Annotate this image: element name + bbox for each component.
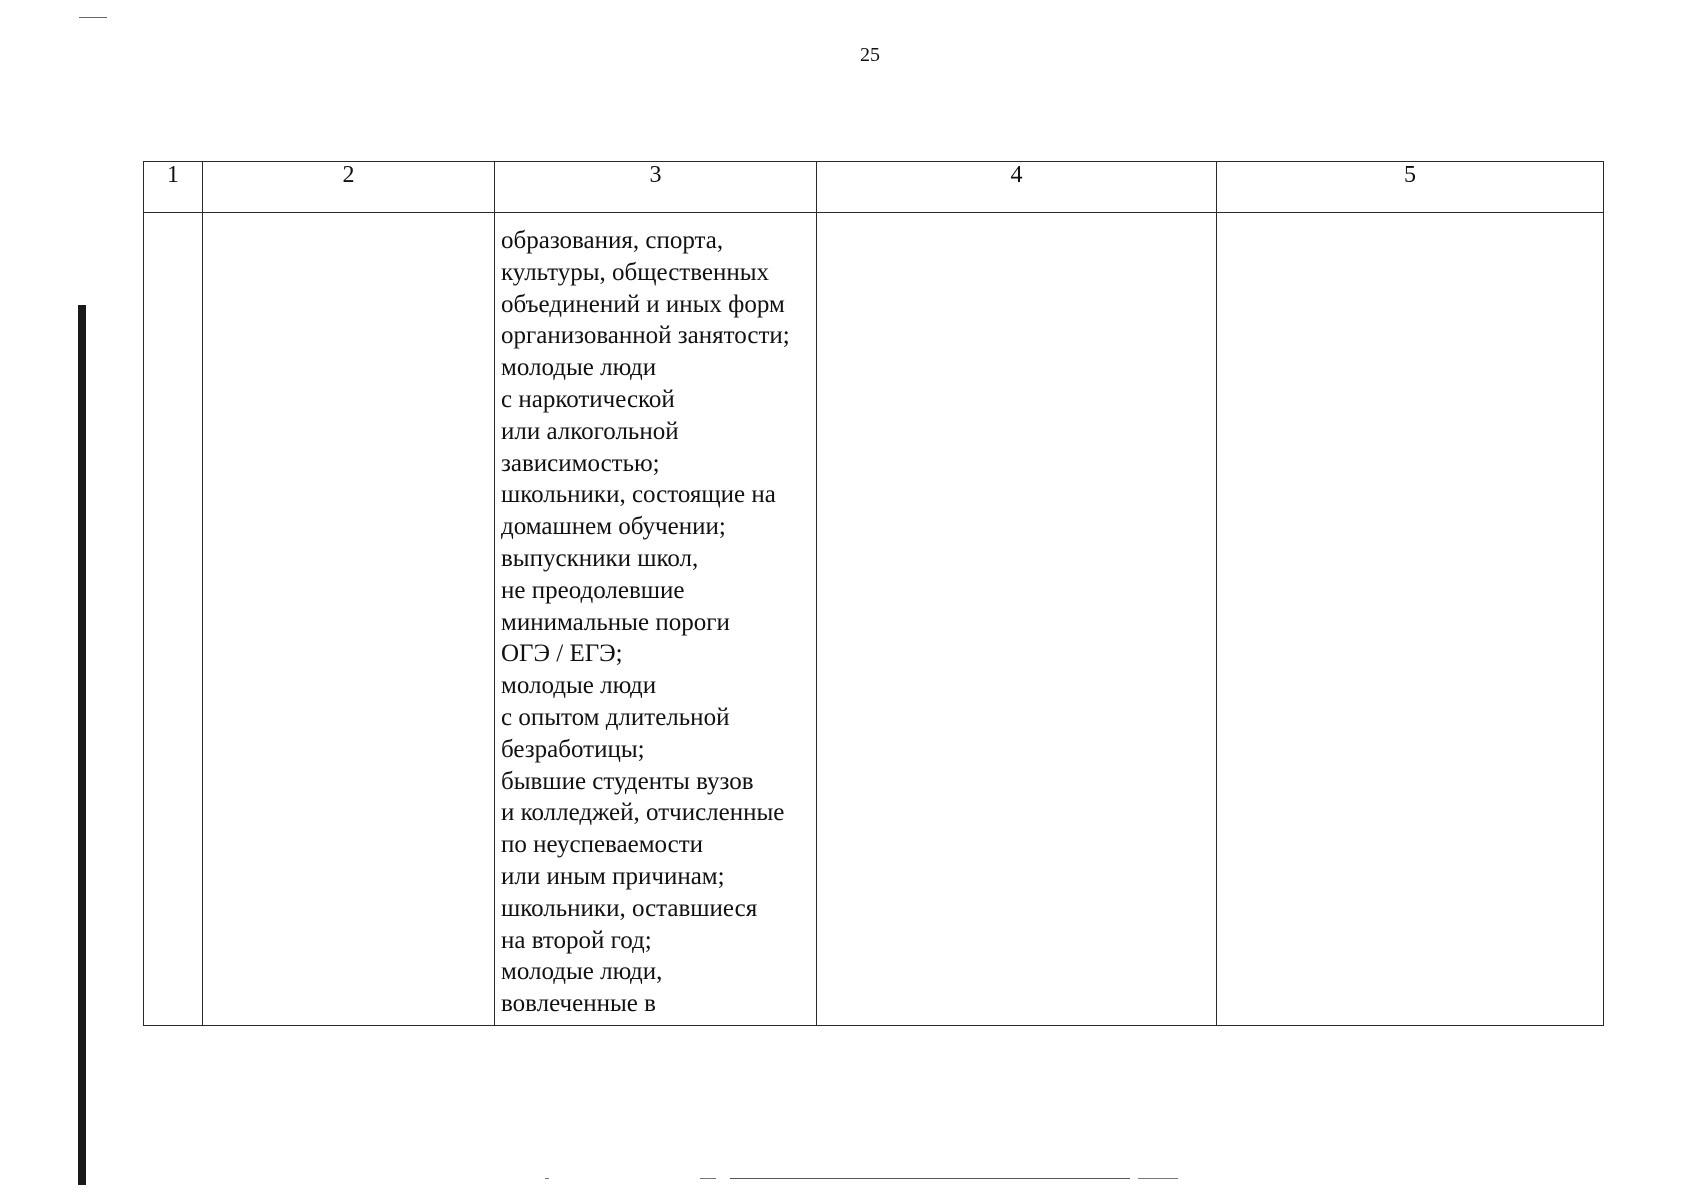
cell-text-line: или иным причинам; — [501, 862, 725, 890]
header-cell-1: 1 — [144, 162, 203, 213]
cell-text-line: выпускники школ, — [501, 544, 699, 572]
header-cell-5: 5 — [1217, 162, 1604, 213]
cell-text-line: или алкогольной — [501, 417, 679, 445]
cell-text-line: ОГЭ / ЕГЭ; — [501, 640, 623, 668]
cell-text-line: с наркотической — [501, 385, 675, 413]
cell-text-line: с опытом длительной — [501, 703, 730, 731]
cell-text-line: по неуспеваемости — [501, 831, 704, 859]
row-cell-2 — [203, 213, 495, 1026]
cell-text-line: домашнем обучении; — [501, 513, 726, 541]
table-header-row — [144, 162, 1604, 213]
scan-corner-mark — [79, 17, 107, 18]
cell-text-line: молодые люди — [501, 354, 657, 382]
row-cell-5 — [1217, 213, 1604, 1026]
scan-artifact — [1138, 1178, 1178, 1179]
cell-text-line: не преодолевшие — [501, 576, 685, 604]
document-table — [143, 161, 1604, 1026]
cell-text-line: объединений и иных форм — [501, 290, 785, 318]
cell-text-line: организованной занятости; — [501, 322, 790, 350]
table-row — [144, 213, 1604, 1026]
cell-text-line: культуры, общественных — [501, 258, 770, 286]
scan-artifact — [700, 1178, 716, 1179]
cell-text-line: молодые люди, — [501, 958, 663, 986]
row-cell-1 — [144, 213, 203, 1026]
cell-text-line: безработицы; — [501, 735, 645, 763]
row-cell-3 — [495, 213, 817, 1026]
scan-artifact — [730, 1178, 1130, 1179]
page-number: 25 — [860, 44, 880, 66]
header-cell-3: 3 — [495, 162, 817, 213]
cell-text-line: и колледжей, отчисленные — [501, 799, 785, 827]
cell-text-line: школьники, состоящие на — [501, 481, 776, 509]
header-cell-2: 2 — [203, 162, 495, 213]
header-cell-4: 4 — [817, 162, 1217, 213]
row-cell-4 — [817, 213, 1217, 1026]
cell-text-line: зависимостью; — [501, 449, 660, 477]
scan-artifact — [545, 1178, 549, 1179]
cell-text-line: на второй год; — [501, 926, 652, 954]
cell-text-line: молодые люди — [501, 672, 657, 700]
cell-text-line: минимальные пороги — [501, 608, 730, 636]
scan-edge-shadow — [78, 305, 86, 1185]
row-cell-3-text — [495, 213, 816, 1020]
cell-text-line: школьники, оставшиеся — [501, 894, 758, 922]
cell-text-line: образования, спорта, — [501, 227, 724, 254]
cell-text-line: вовлеченные в — [501, 990, 656, 1018]
cell-text-line: бывшие студенты вузов — [501, 767, 754, 795]
